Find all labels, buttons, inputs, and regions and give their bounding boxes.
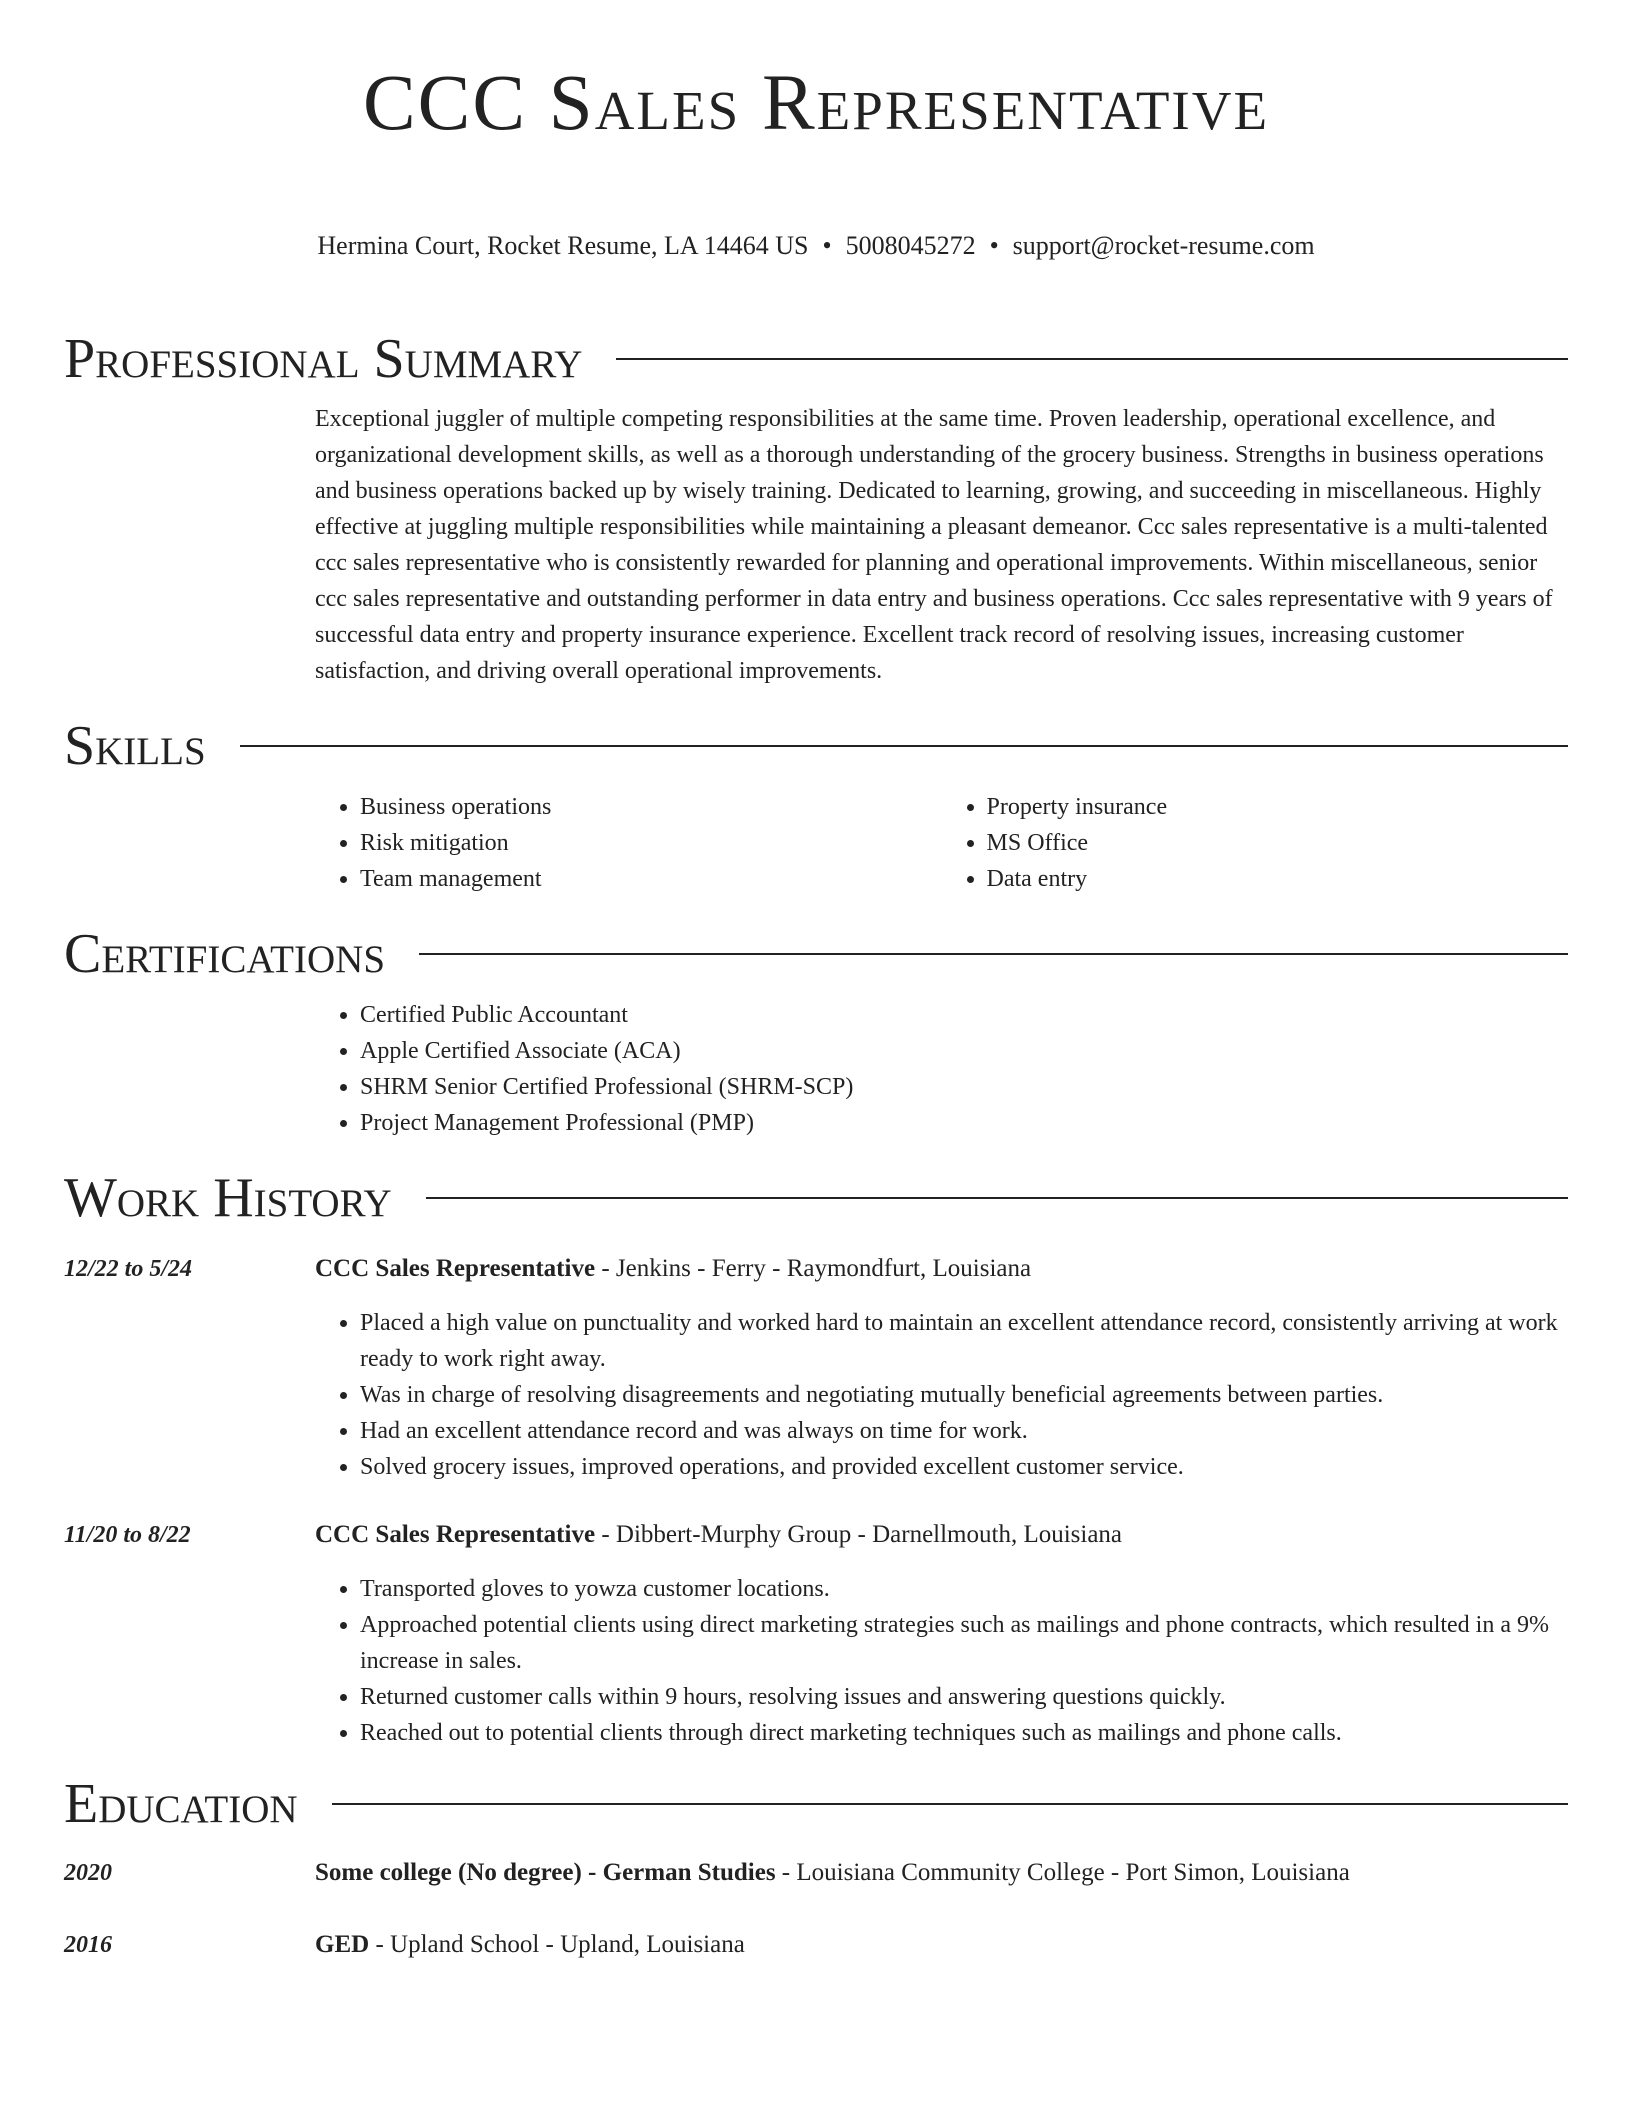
certification-item: • Apple Certified Associate (ACA) [360,1033,1568,1069]
section-divider [240,745,1568,747]
education-body [315,1927,1568,1963]
education-entry [64,1855,1568,1891]
education-degree: Some college (No degree) - German Studies [315,1859,776,1886]
education-title: Education [64,1773,298,1835]
skill-item: • Risk mitigation [360,825,942,861]
contact-separator: • [822,231,832,260]
skill-item: • Property insurance [987,789,1569,825]
job-bullet: • Solved grocery issues, improved operations, and provided excellent customer service. [360,1449,1568,1485]
summary-body [315,401,1568,689]
skill-item: • Data entry [987,861,1569,897]
certifications-header [64,923,1568,985]
work-history-title: Work History [64,1167,392,1229]
section-divider [616,358,1568,360]
certifications-title: Certifications [64,923,386,985]
section-divider [332,1803,1568,1805]
education-year: 2016 [64,1932,112,1958]
job-role: CCC Sales Representative [315,1521,596,1548]
certifications-section [64,923,1568,1141]
education-heading [315,1855,1568,1891]
job-dates: 12/22 to 5/24 [64,1256,193,1282]
education-details: - Louisiana Community College - Port Simon, Louisiana [775,1859,1350,1886]
summary-section [64,328,1568,689]
job-bullet: • Transported gloves to yowza customer locations. [360,1571,1568,1607]
summary-title: Professional Summary [64,328,583,390]
job-bullet: • Was in charge of resolving disagreements and negotiating mutually beneficial agreements between parties. [360,1377,1568,1413]
section-divider [426,1197,1568,1199]
skills-title: Skills [64,715,206,777]
skills-section [64,715,1568,897]
skill-item: • Business operations [360,789,942,825]
education-heading [315,1927,1568,1963]
job-bullet: • Placed a high value on punctuality and worked hard to maintain an excellent attendance record, consistently arriving at work ready to work right away. [360,1305,1568,1377]
job-role: CCC Sales Representative [315,1255,596,1282]
skills-list [315,789,1568,897]
skills-column-right [942,789,1569,897]
job-details: - Jenkins - Ferry - Raymondfurt, Louisiana [595,1255,1032,1282]
certification-item: • Project Management Professional (PMP) [360,1105,1568,1141]
certifications-items [315,997,1568,1141]
job-bullets [315,1571,1568,1751]
certification-item: • SHRM Senior Certified Professional (SHRM-SCP) [360,1069,1568,1105]
skills-header [64,715,1568,777]
contact-address: Hermina Court, Rocket Resume, LA 14464 US [317,231,809,260]
contact-line [64,230,1568,262]
job-entry [64,1517,1568,1751]
job-heading [315,1251,1568,1287]
job-dates: 11/20 to 8/22 [64,1522,191,1548]
contact-email: support@rocket-resume.com [1012,231,1315,260]
job-body [315,1251,1568,1485]
skills-column-left [315,789,942,897]
job-entry [64,1251,1568,1485]
contact-phone: 5008045272 [845,231,976,260]
job-heading [315,1517,1568,1553]
education-degree: GED [315,1931,370,1958]
job-bullet: • Returned customer calls within 9 hours, resolving issues and answering questions quickly. [360,1679,1568,1715]
work-history-header [64,1167,1568,1229]
education-body [315,1855,1568,1891]
certifications-list [315,997,1568,1141]
education-year: 2020 [64,1860,112,1886]
job-details: - Dibbert-Murphy Group - Darnellmouth, Louisiana [595,1521,1123,1548]
education-details: - Upland School - Upland, Louisiana [369,1931,745,1958]
section-divider [419,953,1568,955]
job-bullet: • Approached potential clients using direct marketing strategies such as mailings and phone contracts, which resulted in a 9% increase in sales. [360,1607,1568,1679]
contact-separator: • [989,231,999,260]
job-bullet: • Reached out to potential clients through direct marketing techniques such as mailings and phone calls. [360,1715,1568,1751]
job-bullets [315,1305,1568,1485]
summary-header [64,328,1568,390]
work-history-section [64,1167,1568,1751]
certification-item: • Certified Public Accountant [360,997,1568,1033]
education-header [64,1773,1568,1835]
summary-text: Exceptional juggler of multiple competing responsibilities at the same time. Proven leadership, operational excellence, and organizational development skills, as well as a thorough understanding of the grocery business. Strengths in business operations and business operations backed up by wisely training. Dedicated to learning, growing, and succeeding in miscellaneous. Highly effective at juggling multiple responsibilities while maintaining a pleasant demeanor. Ccc sales representative is a multi-talented ccc sales representative who is consistently rewarded for planning and operational improvements. Within miscellaneous, senior ccc sales representative and outstanding performer in data entry and business operations. Ccc sales representative with 9 years of successful data entry and property insurance experience. Excellent track record of resolving issues, increasing customer satisfaction, and driving overall operational improvements. [315,406,1553,684]
skill-item: • Team management [360,861,942,897]
resume-name: CCC Sales Representative [362,60,1270,147]
job-body [315,1517,1568,1751]
skill-item: • MS Office [987,825,1569,861]
education-entry [64,1927,1568,1963]
job-bullet: • Had an excellent attendance record and was always on time for work. [360,1413,1568,1449]
education-section [64,1773,1568,1963]
